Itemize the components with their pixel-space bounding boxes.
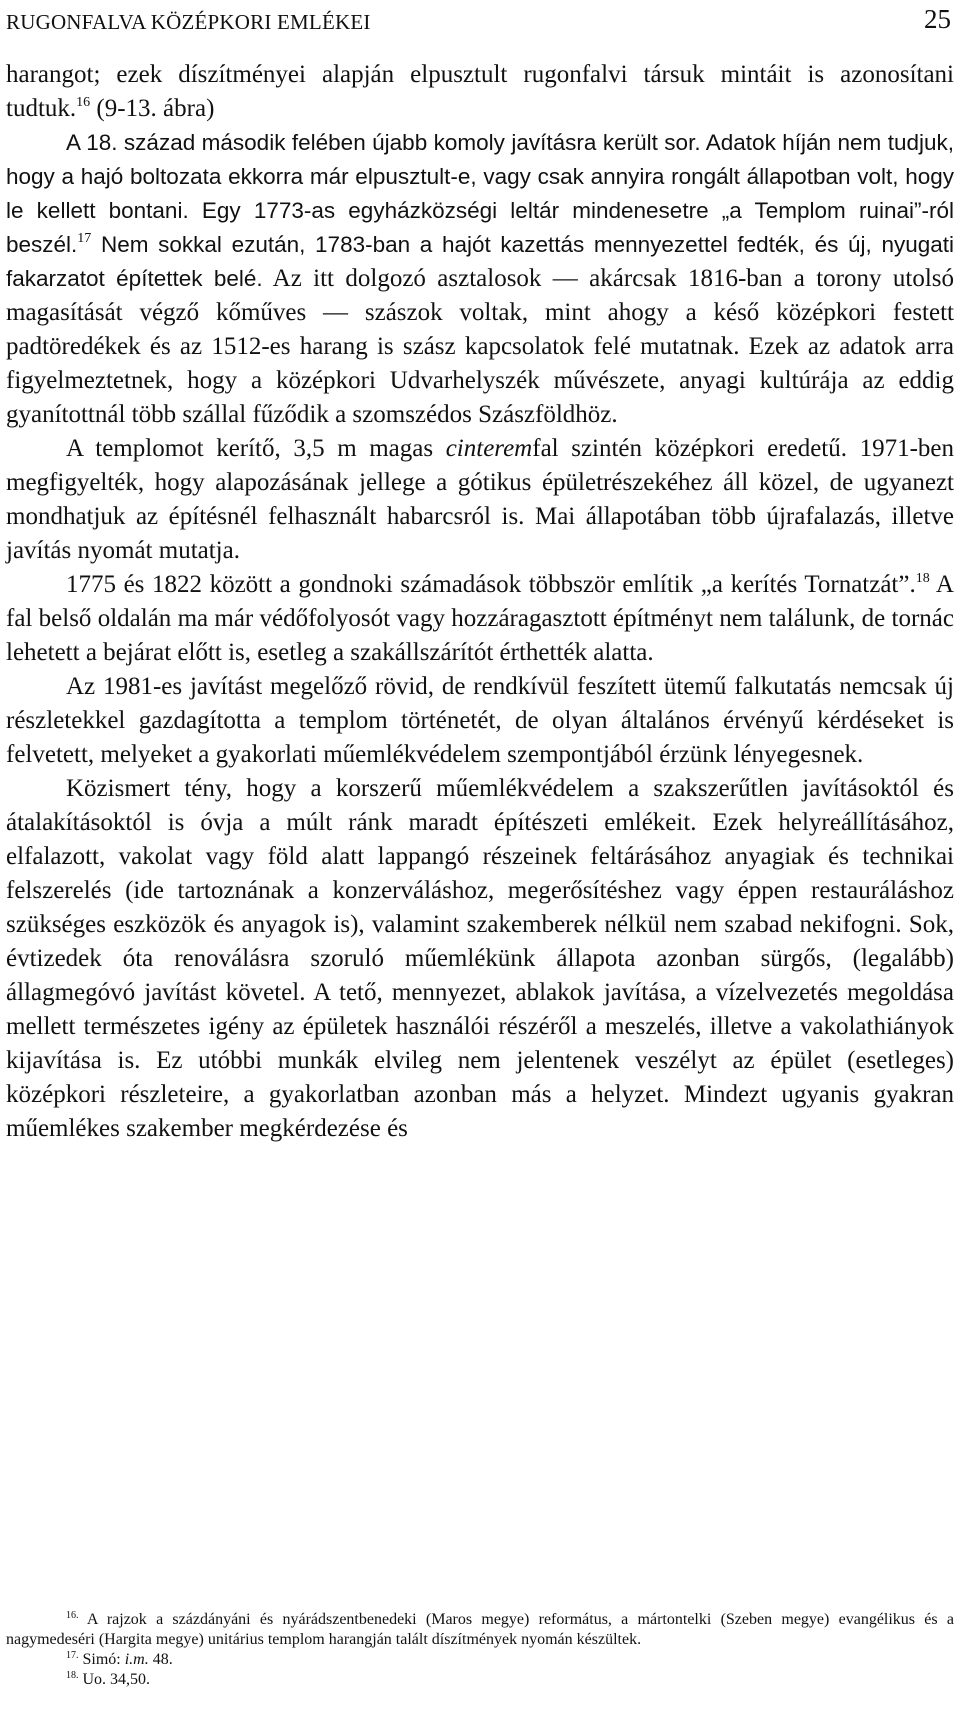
paragraph-6: Közismert tény, hogy a korszerű műemlékvédelem a szakszerűtlen javításoktól és átalakításoktól is óvja a múlt ránk maradt építészeti emlékeit. Ezek helyreállításához, elfalazott, vakolat vagy föld alatt lappangó részeinek feltárásához anyagiak és technikai felszerelés (ide tartoznának a konzerváláshoz, megerősítéshez vagy éppen restauráláshoz szükséges eszközök és anyagok is), valamint szakemberek nélkül nem szabad nekifogni. Sok, évtizedek óta renoválásra szoruló műemlékünk állapota azonban sürgős, (legalább) állagmegóvó javítást követel. A tető, mennyezet, ablakok javítása, a vízelvezetés megoldása mellett természetes igény az épületek használói részéről a meszelés, illetve a vakolathiányok kijavítása is. Ez utóbbi munkák elvileg nem jelentenek veszélyt az épület (esetleges) középkori részleteire, a gyakorlatban azonban más a helyzet. Mindezt ugyanis gyakran műemlékes szakember megkérdezése és — [6, 775, 954, 1142]
running-title: RUGONFALVA KÖZÉPKORI EMLÉKEI — [6, 10, 371, 34]
footnote-ref-16: 16 — [76, 95, 91, 110]
paragraph-2: A 18. század második felében újabb komoly javításra került sor. Adatok híján nem tudjuk, hogy a hajó boltozata ekkorra már elpusztult-e, vagy csak annyira rongált állapotban volt, hogy le kellett bontani. Egy 1773-as egyházközségi leltár mindenesetre „a Templom ruinai”-ról beszél.$^{17}$ Nem sokkal ezután, 1783-ban a hajót kazettás mennyezettel fedték, és új, nyugati fakarzatot építettek belé. Az itt dolgozó asztalosok — akárcsak 1816-ban a torony utolsó magasítását végző kőműves — szászok voltak, mint ahogy a késő középkori festett padtöredékek és az 1512-es harang is szász kapcsolatok felé mutatnak. Ezek az adatok arra figyelmeztetnek, hogy a középkori Udvarhelyszék művészete, anyagi kultúrája az eddig gyanítottnál több szállal fűződik a szomszédos Szászföldhöz. — [6, 130, 955, 428]
emphasis-cinterem: cinterem — [445, 435, 533, 462]
page-number: 25 — [924, 4, 951, 34]
footnote-ref-18: 18 — [915, 571, 930, 586]
footnote-number: 16. — [66, 1610, 79, 1621]
footnote-number: 18. — [66, 1670, 79, 1681]
footnote-16: $^{16.}$ A rajzok a százdányáni és nyárádszentbenedeki (Maros megye) református, a mártontelki (Szeben megye) evangélikus és a nagymedeséri (Hargita megye) unitárius templom harangján talált díszítmények nyomán készültek. — [6, 1610, 954, 1648]
footnotes — [6, 1610, 954, 1690]
paragraph-5: Az 1981-es javítást megelőző rövid, de rendkívül feszített ütemű falkutatás nemcsak új részletekkel gazdagította a templom történetét, de olyan általános érvényű kérdéseket is felvetett, melyeket a gyakorlati műemlékvédelem szempontjából érzünk lényegesnek. — [6, 673, 954, 768]
footnote-ref-17: 17 — [77, 231, 92, 246]
paragraph-1: harangot; ezek díszítményei alapján elpusztult rugonfalvi társuk mintáit is azonosítani tudtuk.$^{16}$ (9-13. ábra) — [6, 61, 954, 122]
paragraph-3: A templomot kerítő, 3,5 m magas cinteremfal szintén középkori eredetű. 1971-ben megfigyelték, hogy alapozásának jellege a gótikus épületrészekéhez áll közel, de ugyanezt mondhatjuk az építésnél felhasznált habarcsról is. Mai állapotában több újrafalazás, illetve javítás nyomát mutatja. — [6, 435, 954, 564]
page-header — [6, 4, 951, 38]
body-text — [6, 58, 954, 1146]
footnote-17: $^{17.}$ Simó: i.m. 48. — [66, 1650, 173, 1668]
footnote-number: 17. — [66, 1650, 79, 1661]
paragraph-4: 1775 és 1822 között a gondnoki számadások többször említik „a kerítés Tornatzát”.$^{18}$ A fal belső oldalán ma már védőfolyosót vagy hozzáragasztott építményt nem találunk, de tornác lehetett a bejárat előtt is, esetleg a szakállszárítót érthették alatta. — [6, 571, 954, 666]
footnote-18: $^{18.}$ Uo. 34,50. — [66, 1670, 151, 1688]
